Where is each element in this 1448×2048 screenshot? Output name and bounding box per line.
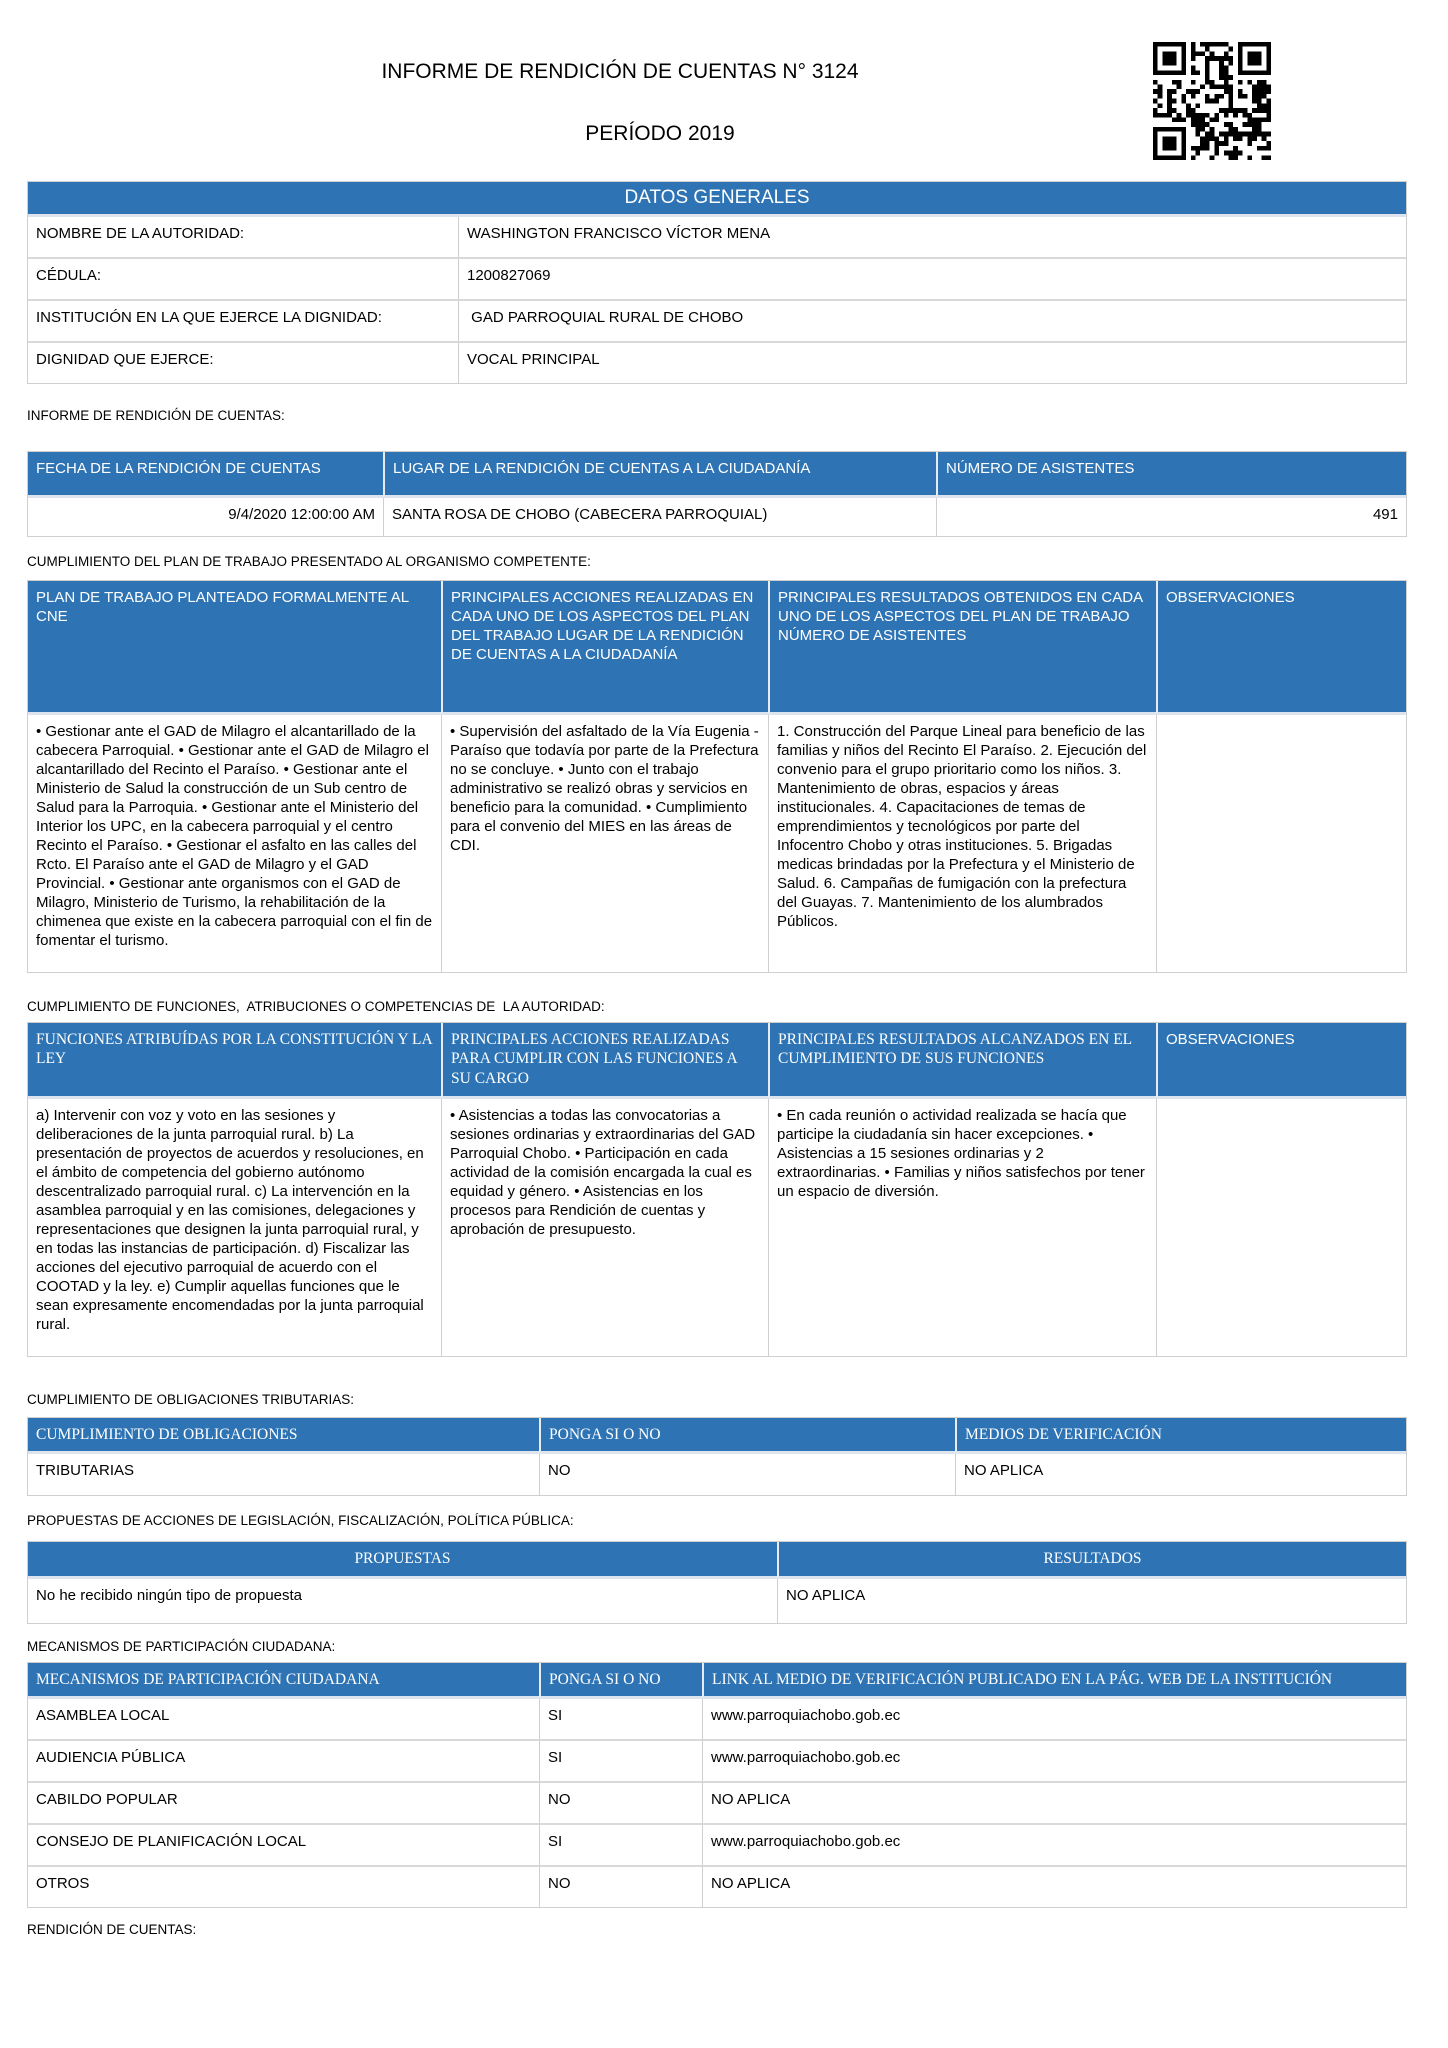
column-header: CUMPLIMIENTO DE OBLIGACIONES	[28, 1418, 539, 1455]
table-row	[28, 217, 1406, 257]
table-row	[28, 1699, 1406, 1739]
propuesta-cell: No he recibido ningún tipo de propuesta	[28, 1579, 777, 1623]
acciones-cell: • Supervisión del asfaltado de la Vía Eugenia - Paraíso que todavía por parte de la Prefectura no se concluye. • Junto con el trabajo administrativo se realizó obras y servicios en beneficio para la comunidad. • Cumplimiento para el convenio del MIES en las áreas de CDI.	[441, 715, 768, 972]
si-no-cell: SI	[539, 1739, 702, 1781]
observaciones-cell	[1156, 1099, 1406, 1356]
column-header: LINK AL MEDIO DE VERIFICACIÓN PUBLICADO EN LA PÁG. WEB DE LA INSTITUCIÓN	[702, 1663, 1406, 1700]
section-label-obligaciones: CUMPLIMIENTO DE OBLIGACIONES TRIBUTARIAS:	[27, 1391, 355, 1407]
obligacion-cell: TRIBUTARIAS	[28, 1454, 539, 1495]
qr-code-icon	[1153, 42, 1271, 160]
resultados-cell: 1. Construcción del Parque Lineal para beneficio de las familias y niños del Recinto El Paraíso. 2. Ejecución del convenio para el grupo prioritario como los niños. 3. Mantenimiento de obras, espacios y áreas institucionales. 4. Capacitaciones de temas de emprendimientos y tecnológicos por parte del Infocentro Chobo y otras instituciones. 5. Brigadas medicas brindadas por la Prefectura y el Ministerio de Salud. 6. Campañas de fumigación con la prefectura del Guayas. 7. Mantenimiento de los alumbrados Públicos.	[768, 715, 1156, 972]
section-label-informe: INFORME DE RENDICIÓN DE CUENTAS:	[27, 408, 285, 424]
column-header: OBSERVACIONES	[1156, 1023, 1406, 1099]
mecanismos-table	[27, 1662, 1407, 1909]
period-title: PERÍODO 2019	[585, 122, 735, 145]
link-cell: NO APLICA	[702, 1781, 1406, 1823]
column-header: PRINCIPALES ACCIONES REALIZADAS PARA CUMPLIR CON LAS FUNCIONES A SU CARGO	[441, 1023, 768, 1099]
table-row	[28, 257, 1406, 299]
mecanismo-cell: AUDIENCIA PÚBLICA	[28, 1739, 539, 1781]
lugar-value: SANTA ROSA DE CHOBO (CABECERA PARROQUIAL)	[383, 498, 936, 536]
table-row	[28, 1099, 1406, 1356]
field-value: 1200827069	[458, 257, 1406, 299]
table-row	[28, 1781, 1406, 1823]
section-label-plan-trabajo: CUMPLIMIENTO DEL PLAN DE TRABAJO PRESENTADO AL ORGANISMO COMPETENTE:	[27, 554, 591, 570]
mecanismo-cell: ASAMBLEA LOCAL	[28, 1699, 539, 1739]
section-label-funciones: CUMPLIMIENTO DE FUNCIONES, ATRIBUCIONES O COMPETENCIAS DE LA AUTORIDAD:	[27, 998, 605, 1014]
field-label: INSTITUCIÓN EN LA QUE EJERCE LA DIGNIDAD:	[28, 299, 458, 341]
column-header: FUNCIONES ATRIBUÍDAS POR LA CONSTITUCIÓN Y LA LEY	[28, 1023, 441, 1099]
table-row	[28, 1823, 1406, 1865]
acciones-cell: • Asistencias a todas las convocatorias a sesiones ordinarias y extraordinarias del GAD Parroquial Chobo. • Participación en cada actividad de la comisión encargada la cual es equidad y género. • Asistencias en los procesos para Rendición de cuentas y aprobación de presupuesto.	[441, 1099, 768, 1356]
table-row	[28, 1454, 1406, 1495]
table-row	[28, 1739, 1406, 1781]
column-header: MEDIOS DE VERIFICACIÓN	[955, 1418, 1406, 1455]
link-cell: www.parroquiachobo.gob.ec	[702, 1739, 1406, 1781]
table-row	[28, 715, 1406, 972]
datos-generales-table	[27, 181, 1407, 384]
link-cell: NO APLICA	[702, 1865, 1406, 1907]
table-row	[28, 299, 1406, 341]
asistentes-value: 491	[936, 498, 1406, 536]
link-cell: www.parroquiachobo.gob.ec	[702, 1823, 1406, 1865]
verificacion-cell: NO APLICA	[955, 1454, 1406, 1495]
obligaciones-table	[27, 1417, 1407, 1497]
column-header: PONGA SI O NO	[539, 1663, 702, 1700]
observaciones-cell	[1156, 715, 1406, 972]
column-header: PRINCIPALES ACCIONES REALIZADAS EN CADA UNO DE LOS ASPECTOS DEL PLAN DEL TRABAJO LUGAR DE LA RENDICIÓN DE CUENTAS A LA CIUDADANÍA	[441, 581, 768, 715]
column-header: MECANISMOS DE PARTICIPACIÓN CIUDADANA	[28, 1663, 539, 1700]
si-no-cell: NO	[539, 1781, 702, 1823]
funciones-cell: a) Intervenir con voz y voto en las sesiones y deliberaciones de la junta parroquial rural. b) La presentación de proyectos de acuerdos y resoluciones, en el ámbito de competencia del gobierno autónomo descentralizado parroquial rural. c) La intervención en la asamblea parroquial y en las comisiones, delegaciones y representaciones que designen la junta parroquial rural, y en todas las instancias de participación. d) Fiscalizar las acciones del ejecutivo parroquial de acuerdo con el COOTAD y la ley. e) Cumplir aquellas funciones que le sean expresamente encomendadas por la junta parroquial rural.	[28, 1099, 441, 1356]
column-header: LUGAR DE LA RENDICIÓN DE CUENTAS A LA CIUDADANÍA	[383, 452, 936, 498]
mecanismo-cell: CONSEJO DE PLANIFICACIÓN LOCAL	[28, 1823, 539, 1865]
section-label-mecanismos: MECANISMOS DE PARTICIPACIÓN CIUDADANA:	[27, 1638, 336, 1654]
funciones-table	[27, 1022, 1407, 1357]
column-header: PRINCIPALES RESULTADOS ALCANZADOS EN EL CUMPLIMIENTO DE SUS FUNCIONES	[768, 1023, 1156, 1099]
field-label: DIGNIDAD QUE EJERCE:	[28, 341, 458, 383]
section-label-rendicion: RENDICIÓN DE CUENTAS:	[27, 1922, 197, 1938]
column-header: NÚMERO DE ASISTENTES	[936, 452, 1406, 498]
field-label: CÉDULA:	[28, 257, 458, 299]
field-label: NOMBRE DE LA AUTORIDAD:	[28, 217, 458, 257]
page-title: INFORME DE RENDICIÓN DE CUENTAS N° 3124	[381, 60, 859, 83]
document-header	[0, 0, 1448, 181]
si-no-cell: SI	[539, 1823, 702, 1865]
section-label-propuestas: PROPUESTAS DE ACCIONES DE LEGISLACIÓN, FISCALIZACIÓN, POLÍTICA PÚBLICA:	[27, 1513, 574, 1529]
column-header: PRINCIPALES RESULTADOS OBTENIDOS EN CADA UNO DE LOS ASPECTOS DEL PLAN DE TRABAJO NÚMERO DE ASISTENTES	[768, 581, 1156, 715]
mecanismo-cell: OTROS	[28, 1865, 539, 1907]
si-no-cell: SI	[539, 1699, 702, 1739]
plan-cell: • Gestionar ante el GAD de Milagro el alcantarillado de la cabecera Parroquial. • Gestionar ante el GAD de Milagro el alcantarillado del Recinto el Paraíso. • Gestionar ante el Ministerio de Salud la construcción de un Sub centro de Salud para la Parroquia. • Gestionar ante el Ministerio del Interior los UPC, en la cabecera parroquial y el centro Recinto el Paraíso. • Gestionar el asfalto en las calles del Rcto. El Paraíso ante el GAD de Milagro y el GAD Provincial. • Gestionar ante organismos con el GAD de Milagro, Ministerio de Turismo, la rehabilitación de la chimenea que existe en la cabecera parroquial con el fin de fomentar el turismo.	[28, 715, 441, 972]
table-row	[28, 1579, 1406, 1623]
column-header: OBSERVACIONES	[1156, 581, 1406, 715]
column-header: PONGA SI O NO	[539, 1418, 955, 1455]
link-cell: www.parroquiachobo.gob.ec	[702, 1699, 1406, 1739]
si-no-cell: NO	[539, 1865, 702, 1907]
propuestas-table	[27, 1541, 1407, 1624]
datos-generales-title: DATOS GENERALES	[28, 182, 1406, 217]
table-row	[28, 341, 1406, 383]
column-header: RESULTADOS	[777, 1542, 1406, 1579]
plan-trabajo-table	[27, 580, 1407, 973]
column-header: FECHA DE LA RENDICIÓN DE CUENTAS	[28, 452, 383, 498]
informe-table	[27, 451, 1407, 537]
fecha-value: 9/4/2020 12:00:00 AM	[28, 498, 383, 536]
si-no-cell: NO	[539, 1454, 955, 1495]
field-value: WASHINGTON FRANCISCO VÍCTOR MENA	[458, 217, 1406, 257]
mecanismo-cell: CABILDO POPULAR	[28, 1781, 539, 1823]
field-value: GAD PARROQUIAL RURAL DE CHOBO	[458, 299, 1406, 341]
column-header: PLAN DE TRABAJO PLANTEADO FORMALMENTE AL CNE	[28, 581, 441, 715]
resultados-cell: • En cada reunión o actividad realizada se hacía que participe la ciudadanía sin hacer excepciones. • Asistencias a 15 sesiones ordinarias y 2 extraordinarias. • Familias y niños satisfechos por tener un espacio de diversión.	[768, 1099, 1156, 1356]
column-header: PROPUESTAS	[28, 1542, 777, 1579]
resultado-cell: NO APLICA	[777, 1579, 1406, 1623]
table-row	[28, 498, 1406, 536]
field-value: VOCAL PRINCIPAL	[458, 341, 1406, 383]
table-row	[28, 1865, 1406, 1907]
